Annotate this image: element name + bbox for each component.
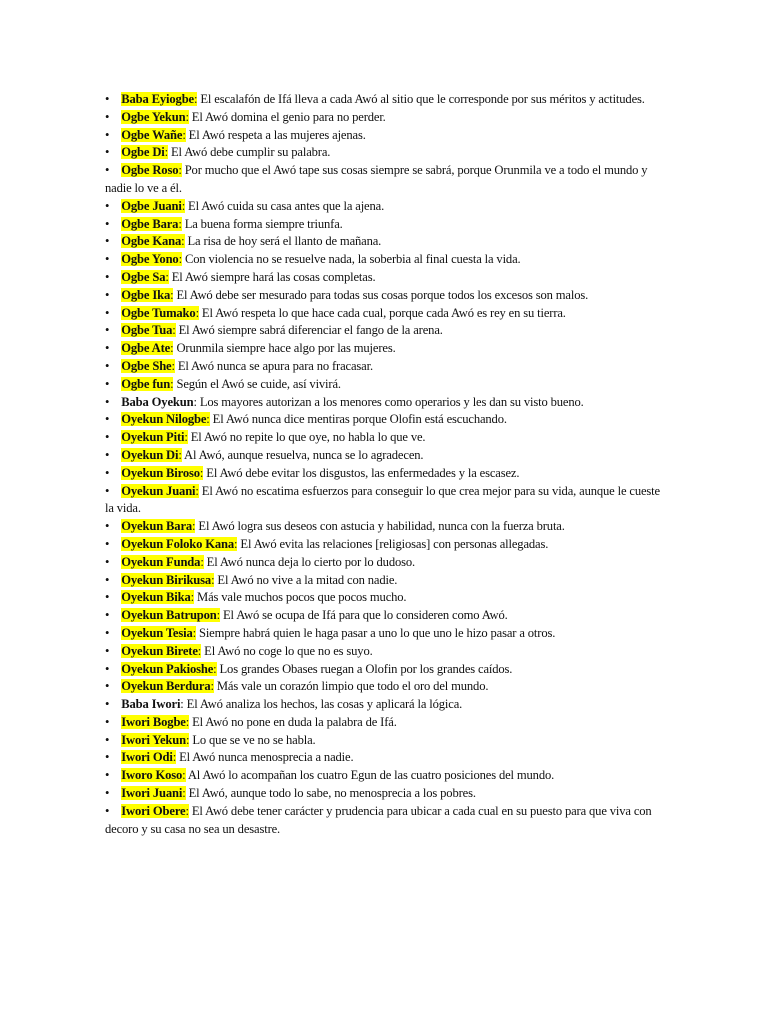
- bullet-icon: •: [105, 697, 110, 712]
- entry-name: Ogbe fun: [121, 376, 171, 391]
- entry-name-highlight: [121, 715, 189, 729]
- list-item: [105, 785, 661, 803]
- list-item: [105, 536, 661, 554]
- entry-separator: :: [164, 145, 169, 160]
- bullet-icon: •: [105, 750, 110, 765]
- entry-text: El Awó cuida su casa antes que la ajena.: [185, 198, 385, 213]
- entry-text: El Awó debe cumplir su palabra.: [168, 145, 331, 160]
- entry-name: Iwori Bogbe: [121, 714, 186, 729]
- entry-separator: :: [182, 786, 186, 801]
- entry-separator: :: [194, 92, 198, 106]
- entry-name: Ogbe She: [121, 358, 172, 373]
- bullet-icon: •: [105, 430, 110, 445]
- entry-name: Ogbe Ika: [121, 287, 171, 302]
- bullet-icon: •: [105, 92, 110, 106]
- entry-separator: :: [185, 803, 189, 818]
- entry-text: La risa de hoy será el llanto de mañana.: [184, 234, 382, 249]
- list-item: [105, 643, 661, 661]
- entry-separator: :: [178, 163, 182, 178]
- list-item: [105, 144, 661, 162]
- entry-name-highlight: [121, 644, 201, 658]
- entry-name-highlight: [121, 662, 216, 676]
- entry-separator: :: [181, 234, 185, 249]
- entry-name-highlight: [121, 484, 199, 498]
- list-item: [105, 465, 661, 483]
- entry-text: El Awó siempre sabrá diferenciar el fango de la arena.: [175, 323, 443, 338]
- entry-separator: :: [192, 519, 196, 534]
- entry-name-highlight: [121, 306, 199, 320]
- entry-separator: :: [200, 554, 204, 569]
- entry-name: Ogbe Ate: [121, 341, 171, 356]
- entry-separator: :: [182, 768, 186, 783]
- bullet-icon: •: [105, 234, 110, 249]
- entry-name: Ogbe Tumako: [121, 305, 196, 320]
- entry-separator: :: [234, 536, 238, 551]
- entry-name: Ogbe Di: [121, 145, 165, 160]
- list-item: [105, 749, 661, 767]
- entry-text: El Awó debe ser mesurado para todas sus cosas porque todos los excesos son malos.: [173, 287, 589, 302]
- list-item: [105, 678, 661, 696]
- entry-separator: :: [192, 625, 196, 640]
- list-item: [105, 589, 661, 607]
- bullet-icon: •: [105, 608, 110, 623]
- entry-name: Oyekun Pakioshe: [121, 661, 214, 676]
- entry-separator: :: [197, 643, 202, 658]
- entry-name: Ogbe Sa: [121, 269, 166, 284]
- bullet-icon: •: [105, 661, 110, 676]
- entry-text: El Awó debe evitar los disgustos, las enfermedades y la escasez.: [203, 465, 520, 480]
- list-item: [105, 322, 661, 340]
- bullet-icon: •: [105, 412, 110, 427]
- entry-name: Oyekun Birikusa: [121, 572, 212, 587]
- entry-text: La buena forma siempre triunfa.: [181, 216, 343, 231]
- entry-text: El Awó logra sus deseos con astucia y habilidad, nunca con la fuerza bruta.: [195, 519, 565, 534]
- entry-text: Los mayores autorizan a los menores como operarios y les dan su visto bueno.: [196, 394, 584, 409]
- list-item: [105, 625, 661, 643]
- bullet-icon: •: [105, 376, 110, 391]
- entry-name-highlight: [121, 217, 181, 231]
- entry-separator: :: [199, 465, 204, 480]
- entry-name-highlight: [121, 110, 189, 124]
- bullet-icon: •: [105, 252, 110, 267]
- bullet-icon: •: [105, 287, 110, 302]
- bullet-icon: •: [105, 643, 110, 658]
- entry-name: Iwori Obere: [121, 803, 186, 818]
- entry-name-highlight: [121, 750, 176, 764]
- bullet-icon: •: [105, 536, 110, 551]
- entry-name: Oyekun Nilogbe: [121, 412, 207, 427]
- entry-name: Oyekun Piti: [121, 430, 185, 445]
- list-item: [105, 714, 661, 732]
- bullet-icon: •: [105, 519, 110, 534]
- entry-name: Oyekun Bara: [121, 519, 193, 534]
- bullet-icon: •: [105, 323, 110, 338]
- bullet-icon: •: [105, 145, 110, 160]
- entry-name-highlight: [121, 786, 185, 800]
- list-item: [105, 767, 661, 785]
- entry-text: El Awó respeta lo que hace cada cual, porque cada Awó es rey en su tierra.: [198, 305, 566, 320]
- bullet-icon: •: [105, 732, 110, 747]
- entry-text: El Awó no coge lo que no es suyo.: [201, 643, 373, 658]
- entry-name-highlight: [121, 412, 209, 426]
- entry-separator: :: [178, 216, 182, 231]
- entry-name: Oyekun Funda: [121, 554, 201, 569]
- entry-text: Al Awó lo acompañan los cuatro Egun de las cuatro posiciones del mundo.: [185, 768, 555, 783]
- entry-separator: :: [181, 198, 186, 213]
- entry-text: El escalafón de Ifá lleva a cada Awó al sitio que le corresponde por sus méritos y actitudes.: [197, 92, 645, 106]
- list-item: [105, 607, 661, 625]
- list-item: [105, 216, 661, 234]
- entry-separator: :: [170, 341, 174, 356]
- entry-separator: :: [172, 750, 177, 765]
- entry-separator: :: [170, 287, 174, 302]
- entry-text: El Awó siempre hará las cosas completas.: [168, 269, 376, 284]
- entry-text: El Awó domina el genio para no perder.: [188, 109, 386, 124]
- bullet-icon: •: [105, 358, 110, 373]
- list-item: [105, 376, 661, 394]
- entry-name: Iwori Yekun: [121, 732, 186, 747]
- entry-separator: :: [185, 109, 189, 124]
- list-item: [105, 127, 661, 145]
- entry-name-highlight: [121, 608, 220, 622]
- list-item: [105, 358, 661, 376]
- entry-name: Ogbe Juani: [121, 198, 182, 213]
- entry-name-highlight: [121, 733, 189, 747]
- bullet-icon: •: [105, 679, 110, 694]
- list-item: [105, 696, 661, 714]
- entry-text: Más vale muchos pocos que pocos mucho.: [194, 590, 407, 605]
- entry-text: El Awó nunca dice mentiras porque Olofin está escuchando.: [209, 412, 507, 427]
- entry-separator: :: [172, 323, 176, 338]
- entry-name-highlight: [121, 377, 173, 391]
- entry-separator: :: [195, 483, 199, 498]
- entry-name: Baba Oyekun: [121, 394, 194, 409]
- bullet-icon: •: [105, 198, 110, 213]
- entry-separator: :: [184, 430, 188, 445]
- entry-name: Ogbe Yono: [121, 252, 179, 267]
- entry-separator: :: [170, 376, 174, 391]
- entry-name-highlight: [121, 323, 175, 337]
- entry-name: Ogbe Wañe: [121, 127, 183, 142]
- entry-name-highlight: [121, 128, 185, 142]
- bullet-icon: •: [105, 768, 110, 783]
- entry-name-highlight: [121, 288, 173, 302]
- entry-text: El Awó se ocupa de Ifá para que lo consideren como Awó.: [220, 608, 508, 623]
- entry-text: Los grandes Obases ruegan a Olofin por los grandes caídos.: [216, 661, 513, 676]
- entry-text: El Awó nunca menosprecia a nadie.: [176, 750, 354, 765]
- list-item: [105, 233, 661, 251]
- bullet-icon: •: [105, 163, 110, 178]
- document-body: [105, 91, 661, 838]
- list-item: [105, 572, 661, 590]
- entry-name-highlight: [121, 341, 173, 355]
- list-item: [105, 661, 661, 679]
- entry-name: Ogbe Roso: [121, 163, 179, 178]
- entry-name-highlight: [121, 537, 237, 551]
- entry-text: El Awó debe tener carácter y prudencia para ubicar a cada cual en su puesto para que viva con decoro y su casa no sea un desastre.: [105, 803, 652, 836]
- entry-separator: :: [190, 590, 195, 605]
- list-item: [105, 198, 661, 216]
- bullet-icon: •: [105, 447, 110, 462]
- entry-separator: :: [178, 447, 182, 462]
- entry-name-highlight: [121, 252, 182, 266]
- entry-separator: :: [213, 661, 217, 676]
- list-item: [105, 483, 661, 519]
- entry-name-highlight: [121, 199, 185, 213]
- entry-name: Oyekun Juani: [121, 483, 196, 498]
- list-item: [105, 803, 661, 839]
- entry-text: Con violencia no se resuelve nada, la soberbia al final cuesta la vida.: [181, 252, 521, 267]
- list-item: [105, 287, 661, 305]
- entry-separator: :: [185, 714, 190, 729]
- entry-separator: :: [206, 412, 210, 427]
- bullet-icon: •: [105, 625, 110, 640]
- entry-name-highlight: [121, 626, 196, 640]
- bullet-icon: •: [105, 483, 110, 498]
- list-item: [105, 411, 661, 429]
- list-item: [105, 554, 661, 572]
- list-item: [105, 269, 661, 287]
- bullet-icon: •: [105, 465, 110, 480]
- entry-text: Según el Awó se cuide, así vivirá.: [173, 376, 341, 391]
- entry-separator: :: [210, 679, 214, 694]
- entry-name-highlight: [121, 697, 183, 711]
- entry-name: Oyekun Foloko Kana: [121, 536, 235, 551]
- entry-name-highlight: [121, 145, 168, 159]
- entry-name: Oyekun Berdura: [121, 679, 211, 694]
- entry-name: Iwori Odi: [121, 750, 173, 765]
- entry-name: Oyekun Di: [121, 447, 179, 462]
- entry-name-highlight: [121, 804, 189, 818]
- entry-separator: :: [171, 358, 175, 373]
- entry-name: Ogbe Bara: [121, 216, 179, 231]
- entry-name-highlight: [121, 679, 214, 693]
- entry-name: Oyekun Tesia: [121, 625, 193, 640]
- entry-name: Baba Iwori: [121, 697, 181, 712]
- bullet-icon: •: [105, 341, 110, 356]
- list-item: [105, 91, 661, 109]
- entry-name: Baba Eyiogbe: [121, 92, 194, 106]
- entry-separator: :: [185, 732, 190, 747]
- entry-name-highlight: [121, 555, 203, 569]
- bullet-icon: •: [105, 216, 110, 231]
- entry-name-highlight: [121, 359, 175, 373]
- bullet-icon: •: [105, 305, 110, 320]
- bullet-icon: •: [105, 269, 110, 284]
- entry-name-highlight: [121, 573, 214, 587]
- entry-separator: :: [211, 572, 215, 587]
- list-item: [105, 251, 661, 269]
- entry-separator: :: [178, 252, 182, 267]
- entry-text: Al Awó, aunque resuelva, nunca se lo agradecen.: [181, 447, 424, 462]
- entry-name: Iwori Juani: [121, 786, 183, 801]
- entry-name-highlight: [121, 92, 197, 106]
- bullet-icon: •: [105, 554, 110, 569]
- entry-name-highlight: [121, 466, 203, 480]
- bullet-icon: •: [105, 590, 110, 605]
- entry-text: El Awó no pone en duda la palabra de Ifá.: [189, 714, 397, 729]
- entry-text: El Awó nunca se apura para no fracasar.: [174, 358, 373, 373]
- bullet-icon: •: [105, 394, 110, 409]
- entry-name: Oyekun Biroso: [121, 465, 200, 480]
- list-item: [105, 162, 661, 198]
- entry-text: Orunmila siempre hace algo por las mujeres.: [173, 341, 396, 356]
- entry-name: Ogbe Tua: [121, 323, 173, 338]
- entry-text: Lo que se ve no se habla.: [189, 732, 316, 747]
- entry-text: El Awó no escatima esfuerzos para conseguir lo que crea mejor para su vida, aunque le cueste la vida.: [105, 483, 660, 516]
- entry-name-highlight: [121, 448, 181, 462]
- list-item: [105, 305, 661, 323]
- entry-separator: :: [165, 269, 169, 284]
- entry-text: El Awó, aunque todo lo sabe, no menosprecia a los pobres.: [185, 786, 476, 801]
- entry-text: El Awó evita las relaciones [religiosas] con personas allegadas.: [237, 536, 549, 551]
- entry-text: Por mucho que el Awó tape sus cosas siempre se sabrá, porque Orunmila ve a todo el mundo y nadie lo ve a él.: [105, 163, 648, 195]
- entry-separator: :: [180, 697, 184, 712]
- bullet-icon: •: [105, 786, 110, 801]
- entry-separator: :: [216, 608, 221, 623]
- list-item: [105, 429, 661, 447]
- entry-text: Siempre habrá quien le haga pasar a uno lo que uno le hizo pasar a otros.: [195, 625, 556, 640]
- bullet-icon: •: [105, 714, 110, 729]
- entry-name: Ogbe Kana: [121, 234, 182, 249]
- entry-name: Ogbe Yekun: [121, 109, 186, 124]
- entry-text: El Awó nunca deja lo cierto por lo dudoso.: [203, 554, 416, 569]
- entry-text: El Awó respeta a las mujeres ajenas.: [185, 127, 366, 142]
- entry-separator: :: [193, 394, 197, 409]
- entry-text: El Awó no vive a la mitad con nadie.: [214, 572, 398, 587]
- list-item: [105, 447, 661, 465]
- list-item: [105, 518, 661, 536]
- list-item: [105, 732, 661, 750]
- bullet-icon: •: [105, 572, 110, 587]
- list-item: [105, 394, 661, 412]
- entry-name: Oyekun Batrupon: [121, 608, 217, 623]
- entry-text: El Awó analiza los hechos, las cosas y aplicará la lógica.: [183, 697, 463, 712]
- entry-name: Iworo Koso: [121, 768, 183, 783]
- entry-name-highlight: [121, 430, 187, 444]
- list-item: [105, 340, 661, 358]
- entry-name-highlight: [121, 590, 194, 604]
- entry-name-highlight: [121, 270, 168, 284]
- bullet-icon: •: [105, 109, 110, 124]
- entry-text: Más vale un corazón limpio que todo el oro del mundo.: [213, 679, 489, 694]
- entry-name: Oyekun Bika: [121, 590, 191, 605]
- entry-separator: :: [182, 127, 186, 142]
- entry-name-highlight: [121, 163, 181, 177]
- entry-text: El Awó no repite lo que oye, no habla lo que ve.: [187, 430, 426, 445]
- entry-name: Oyekun Birete: [121, 643, 198, 658]
- entry-name-highlight: [121, 395, 197, 409]
- entry-separator: :: [195, 305, 199, 320]
- bullet-icon: •: [105, 127, 110, 142]
- entry-name-highlight: [121, 234, 184, 248]
- entry-name-highlight: [121, 768, 185, 782]
- bullet-icon: •: [105, 803, 110, 818]
- entry-name-highlight: [121, 519, 195, 533]
- list-item: [105, 109, 661, 127]
